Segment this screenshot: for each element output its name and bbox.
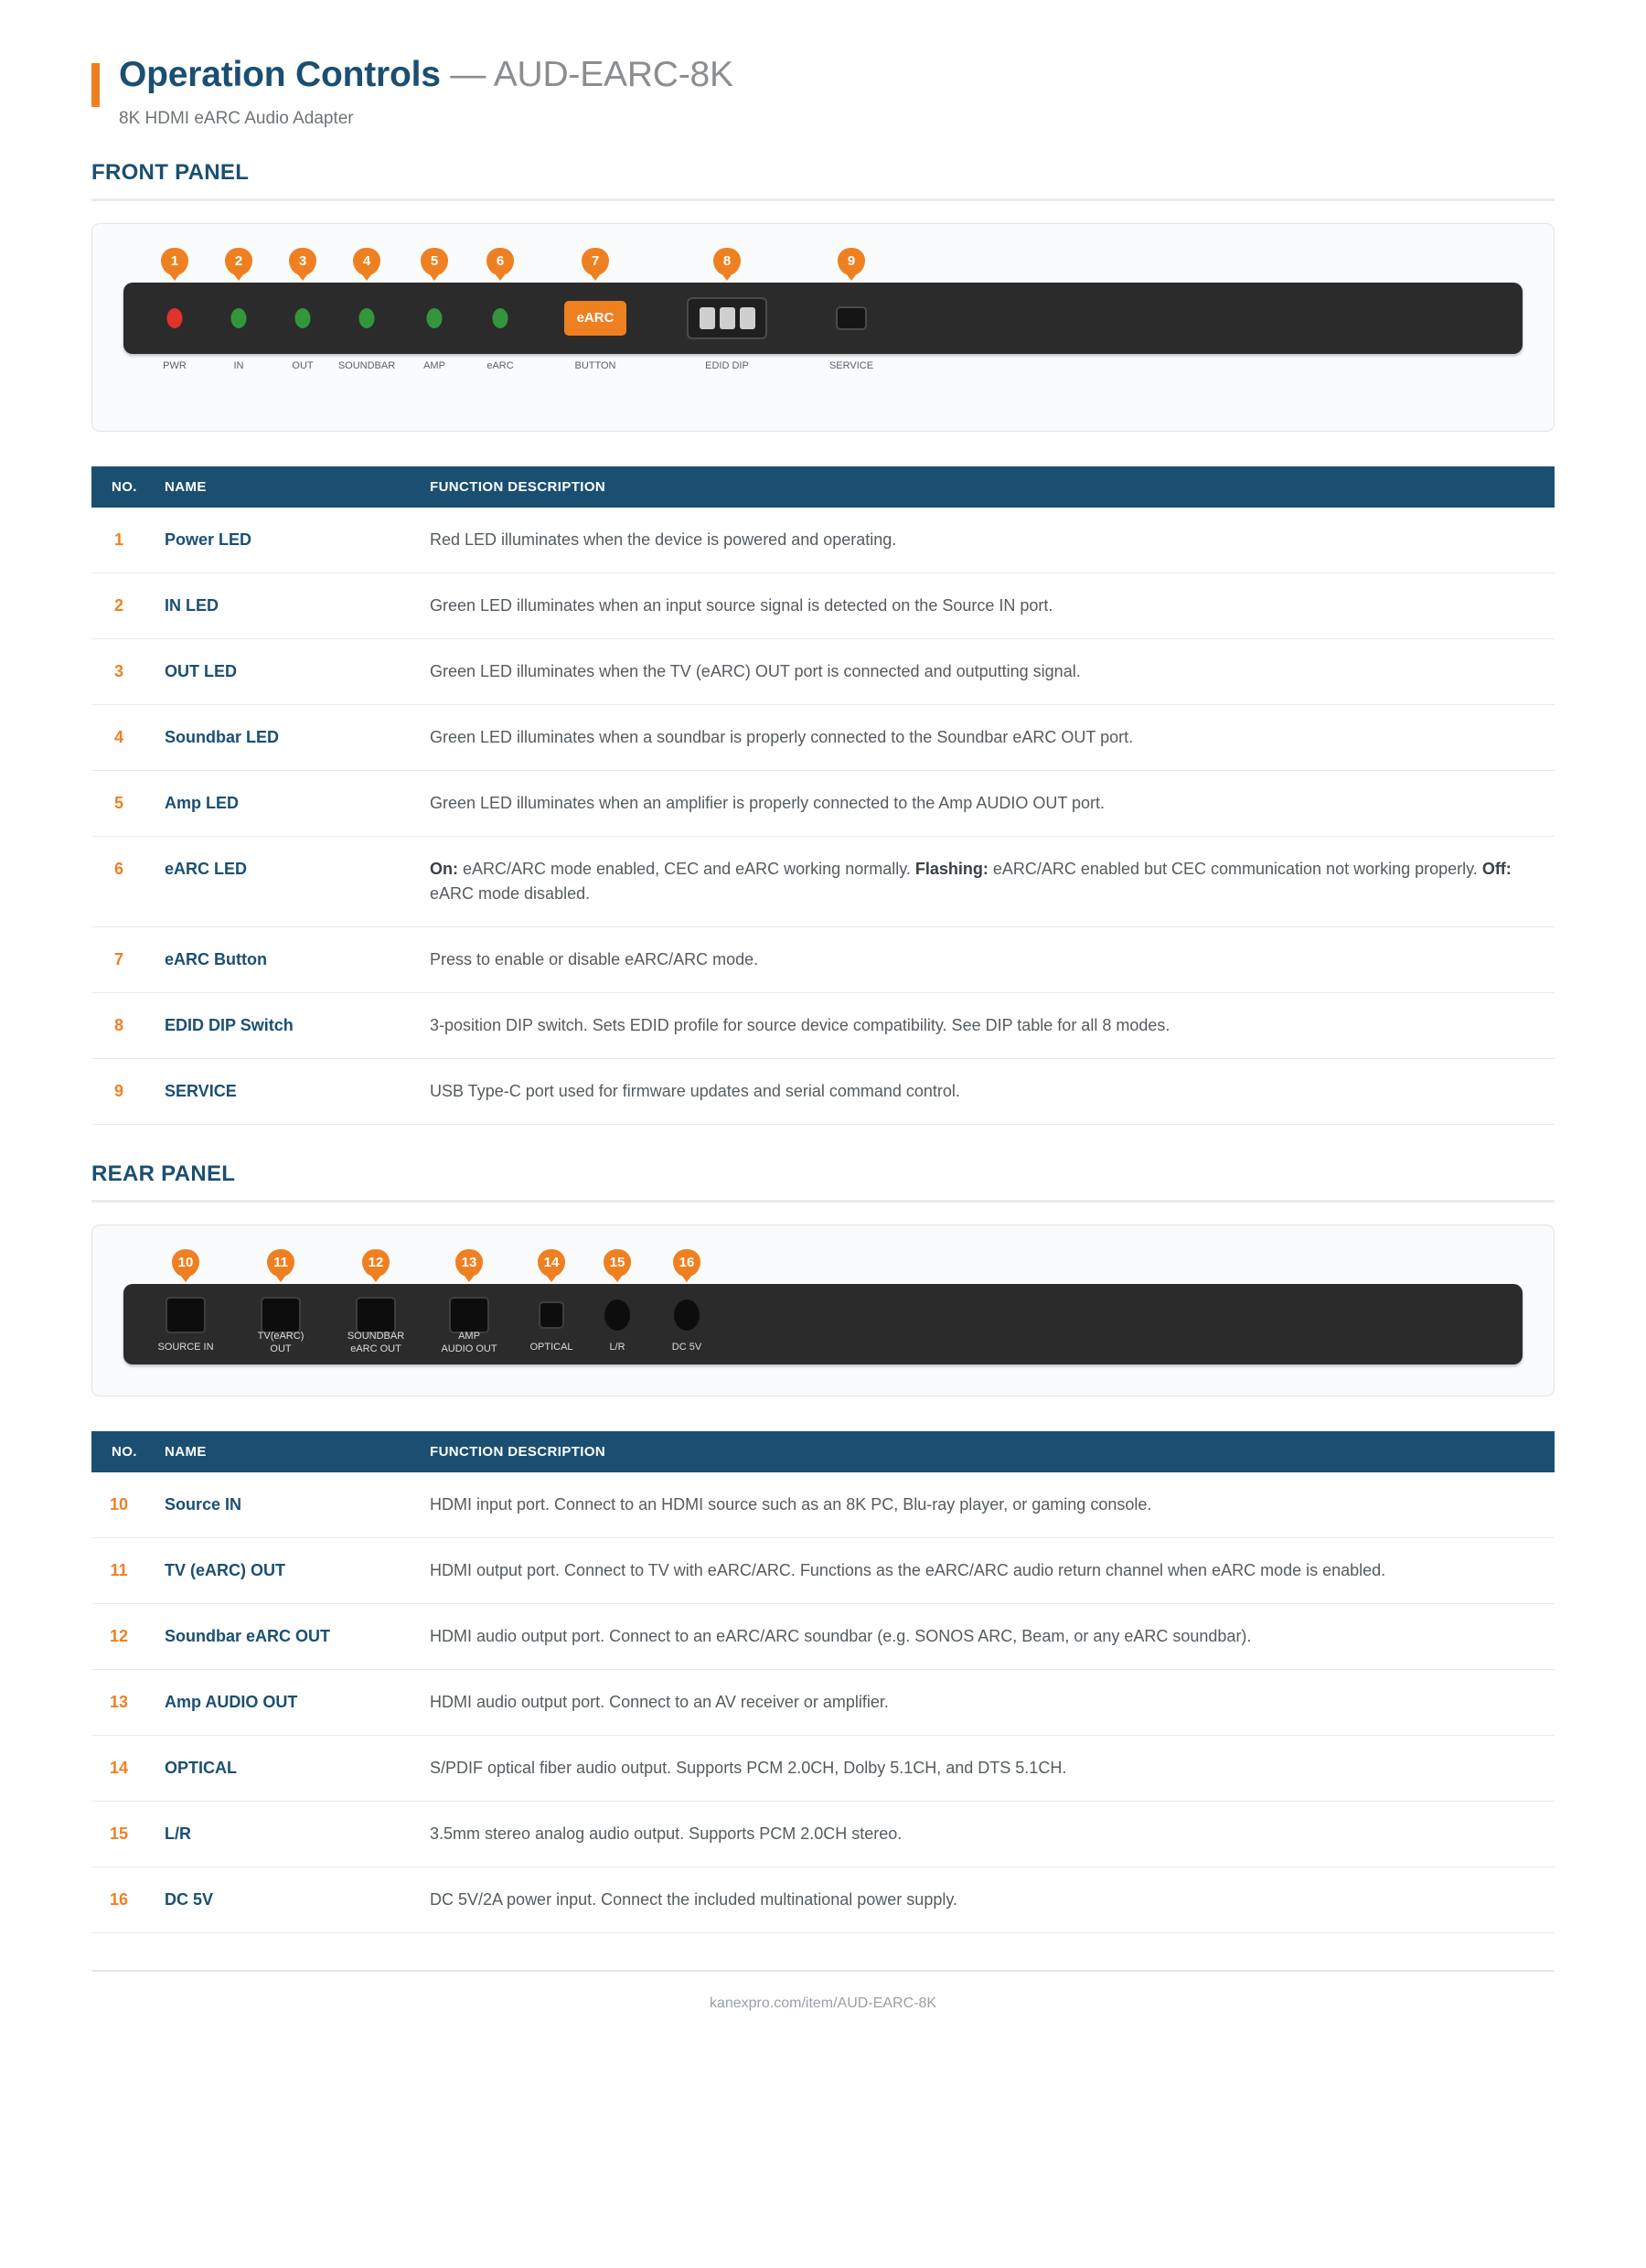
row-description: 3.5mm stereo analog audio output. Supports PCM 2.0CH stereo. <box>421 1802 1555 1867</box>
soundbar-led-indicator <box>359 308 375 328</box>
row-description: Green LED illuminates when a soundbar is properly connected to the Soundbar eARC OUT port. <box>421 705 1555 771</box>
row-description: HDMI input port. Connect to an HDMI source such as an 8K PC, Blu-ray player, or gaming console. <box>421 1472 1555 1538</box>
port-label-edid-dip: EDID DIP <box>705 360 749 371</box>
row-description: HDMI output port. Connect to TV with eARC/ARC. Functions as the eARC/ARC audio return channel when eARC mode is enabled. <box>421 1538 1555 1604</box>
rear-label-soundbar-earc-out: SOUNDBAR eARC OUT <box>347 1331 405 1355</box>
row-description: Green LED illuminates when an input source signal is detected on the Source IN port. <box>421 573 1555 639</box>
power-led-indicator <box>167 308 183 328</box>
table-row <box>91 705 1555 771</box>
soundbar-earc-out-port <box>356 1297 396 1333</box>
rear-panel-table-head <box>91 1431 1555 1472</box>
row-number: 5 <box>91 771 155 837</box>
row-number: 15 <box>91 1802 155 1867</box>
row-number: 16 <box>91 1867 155 1933</box>
callout-14: 14 <box>538 1249 565 1277</box>
table-row <box>91 1802 1555 1867</box>
table-row <box>91 993 1555 1059</box>
row-name: IN LED <box>155 573 421 639</box>
rear-panel-table <box>91 1431 1555 1933</box>
row-number: 3 <box>91 639 155 705</box>
rear-col-name: NAME <box>155 1431 421 1472</box>
earc-button[interactable]: eARC <box>564 301 626 336</box>
footer-url: kanexpro.com/item/AUD-EARC-8K <box>709 1995 937 2011</box>
row-name: OPTICAL <box>155 1736 421 1802</box>
front-panel-heading: FRONT PANEL <box>91 160 250 185</box>
rear-panel-device-body <box>123 1284 1523 1364</box>
table-row <box>91 771 1555 837</box>
rear-panel-device-inner <box>123 1284 1523 1364</box>
callout-12: 12 <box>362 1249 390 1277</box>
row-description: Press to enable or disable eARC/ARC mode. <box>421 927 1555 993</box>
callout-1: 1 <box>161 248 188 275</box>
dip-switch-2[interactable] <box>720 307 735 329</box>
edid-dip-switch-block[interactable] <box>687 297 767 339</box>
title-separator: — <box>450 55 486 94</box>
page-title <box>119 57 1555 92</box>
row-number: 1 <box>91 508 155 573</box>
port-label-amp: AMP <box>423 360 445 371</box>
port-label-pwr: PWR <box>163 360 187 371</box>
service-usb-c-port <box>836 306 867 330</box>
table-row <box>91 927 1555 993</box>
front-col-no: NO. <box>91 466 155 508</box>
rear-panel-heading: REAR PANEL <box>91 1161 236 1186</box>
table-row <box>91 1059 1555 1125</box>
row-number: 13 <box>91 1670 155 1736</box>
document-header <box>91 57 1555 129</box>
row-name: Power LED <box>155 508 421 573</box>
front-panel-header-row <box>91 466 1555 508</box>
callout-15: 15 <box>604 1249 631 1277</box>
row-description: Green LED illuminates when the TV (eARC) OUT port is connected and outputting signal. <box>421 639 1555 705</box>
title-accent-bar <box>91 63 100 107</box>
rear-panel-divider <box>91 1200 1555 1203</box>
front-col-name: NAME <box>155 466 421 508</box>
dc-5v-power-port <box>674 1300 700 1331</box>
page-title-text: Operation Controls <box>119 55 441 94</box>
row-number: 8 <box>91 993 155 1059</box>
row-description: HDMI audio output port. Connect to an AV receiver or amplifier. <box>421 1670 1555 1736</box>
callout-16: 16 <box>673 1249 700 1277</box>
rear-label-source-in: SOURCE IN <box>157 1342 214 1353</box>
row-number: 9 <box>91 1059 155 1125</box>
front-panel-device-body <box>123 283 1523 354</box>
table-row <box>91 1670 1555 1736</box>
rear-label-amp-audio-out: AMP AUDIO OUT <box>441 1331 497 1355</box>
callout-6: 6 <box>486 248 514 275</box>
row-number: 2 <box>91 573 155 639</box>
row-name: Source IN <box>155 1472 421 1538</box>
port-label-earc: eARC <box>486 360 514 371</box>
row-name: OUT LED <box>155 639 421 705</box>
rear-panel-table-body <box>91 1472 1555 1933</box>
page-footer <box>91 1970 1555 2012</box>
row-description: Red LED illuminates when the device is powered and operating. <box>421 508 1555 573</box>
rear-col-no: NO. <box>91 1431 155 1472</box>
row-description: Green LED illuminates when an amplifier is properly connected to the Amp AUDIO OUT port. <box>421 771 1555 837</box>
callout-7: 7 <box>582 248 609 275</box>
row-name: eARC Button <box>155 927 421 993</box>
amp-audio-out-port <box>449 1297 489 1333</box>
front-panel-stage <box>123 248 1523 400</box>
rear-col-desc: FUNCTION DESCRIPTION <box>421 1431 1555 1472</box>
row-name: Amp AUDIO OUT <box>155 1670 421 1736</box>
callout-3: 3 <box>289 248 316 275</box>
callout-2: 2 <box>225 248 252 275</box>
in-led-indicator <box>231 308 247 328</box>
port-label-out: OUT <box>292 360 314 371</box>
optical-port <box>539 1301 564 1329</box>
row-name: Amp LED <box>155 771 421 837</box>
row-name: TV (eARC) OUT <box>155 1538 421 1604</box>
dip-switch-1[interactable] <box>700 307 715 329</box>
row-name: L/R <box>155 1802 421 1867</box>
row-number: 14 <box>91 1736 155 1802</box>
rear-label-dc-5v: DC 5V <box>671 1342 702 1353</box>
tv-earc-out-port <box>261 1297 301 1333</box>
table-row <box>91 1472 1555 1538</box>
callout-8: 8 <box>713 248 741 275</box>
port-label-in: IN <box>233 360 244 371</box>
front-panel-table <box>91 466 1555 1125</box>
row-name: SERVICE <box>155 1059 421 1125</box>
row-number: 6 <box>91 837 155 927</box>
row-name: DC 5V <box>155 1867 421 1933</box>
source-in-port <box>166 1297 206 1333</box>
lr-analog-port <box>604 1300 630 1331</box>
row-number: 4 <box>91 705 155 771</box>
table-row <box>91 1867 1555 1933</box>
table-row <box>91 639 1555 705</box>
row-description: USB Type-C port used for firmware updates and serial command control. <box>421 1059 1555 1125</box>
dip-switch-3[interactable] <box>740 307 755 329</box>
rear-label-lr: L/R <box>609 1342 625 1353</box>
row-description: On: eARC/ARC mode enabled, CEC and eARC working normally. Flashing: eARC/ARC enabled but CEC communication not working properly. Off: eARC mode disabled. <box>421 837 1555 927</box>
row-number: 11 <box>91 1538 155 1604</box>
row-name: EDID DIP Switch <box>155 993 421 1059</box>
port-label-soundbar: SOUNDBAR <box>337 360 396 371</box>
row-number: 12 <box>91 1604 155 1670</box>
table-row <box>91 573 1555 639</box>
row-number: 10 <box>91 1472 155 1538</box>
callout-9: 9 <box>838 248 865 275</box>
row-number: 7 <box>91 927 155 993</box>
port-label-service: SERVICE <box>828 360 874 371</box>
amp-led-indicator <box>427 308 443 328</box>
port-label-button: BUTTON <box>574 360 616 371</box>
table-row <box>91 508 1555 573</box>
callout-10: 10 <box>172 1249 199 1277</box>
rear-panel-diagram-card <box>91 1225 1555 1396</box>
callout-4: 4 <box>353 248 380 275</box>
front-col-desc: FUNCTION DESCRIPTION <box>421 466 1555 508</box>
table-row <box>91 1736 1555 1802</box>
front-panel-table-head <box>91 466 1555 508</box>
callout-11: 11 <box>267 1249 294 1277</box>
rear-label-tv-earc-out: TV(eARC) OUT <box>257 1331 305 1355</box>
callout-13: 13 <box>455 1249 483 1277</box>
front-panel-callouts <box>123 248 1523 279</box>
row-description: HDMI audio output port. Connect to an eARC/ARC soundbar (e.g. SONOS ARC, Beam, or any eARC soundbar). <box>421 1604 1555 1670</box>
callout-5: 5 <box>421 248 448 275</box>
out-led-indicator <box>295 308 311 328</box>
row-description: S/PDIF optical fiber audio output. Supports PCM 2.0CH, Dolby 5.1CH, and DTS 5.1CH. <box>421 1736 1555 1802</box>
rear-panel-stage <box>123 1249 1523 1364</box>
table-row <box>91 1538 1555 1604</box>
page-subtitle: 8K HDMI eARC Audio Adapter <box>119 109 354 128</box>
front-panel-table-body <box>91 508 1555 1125</box>
earc-led-indicator <box>493 308 508 328</box>
front-panel-device-inner <box>123 283 1523 354</box>
product-model: AUD-EARC-8K <box>493 55 733 94</box>
front-panel-diagram-card <box>91 223 1555 432</box>
row-name: Soundbar LED <box>155 705 421 771</box>
row-description: DC 5V/2A power input. Connect the included multinational power supply. <box>421 1867 1555 1933</box>
table-row <box>91 1604 1555 1670</box>
rear-panel-callouts <box>123 1249 1523 1280</box>
row-name: Soundbar eARC OUT <box>155 1604 421 1670</box>
rear-panel-header-row <box>91 1431 1555 1472</box>
front-panel-divider <box>91 198 1555 201</box>
front-panel-port-labels <box>123 359 1523 400</box>
table-row <box>91 837 1555 927</box>
rear-label-optical: OPTICAL <box>529 1342 573 1353</box>
row-description: 3-position DIP switch. Sets EDID profile for source device compatibility. See DIP table for all 8 modes. <box>421 993 1555 1059</box>
row-name: eARC LED <box>155 837 421 927</box>
